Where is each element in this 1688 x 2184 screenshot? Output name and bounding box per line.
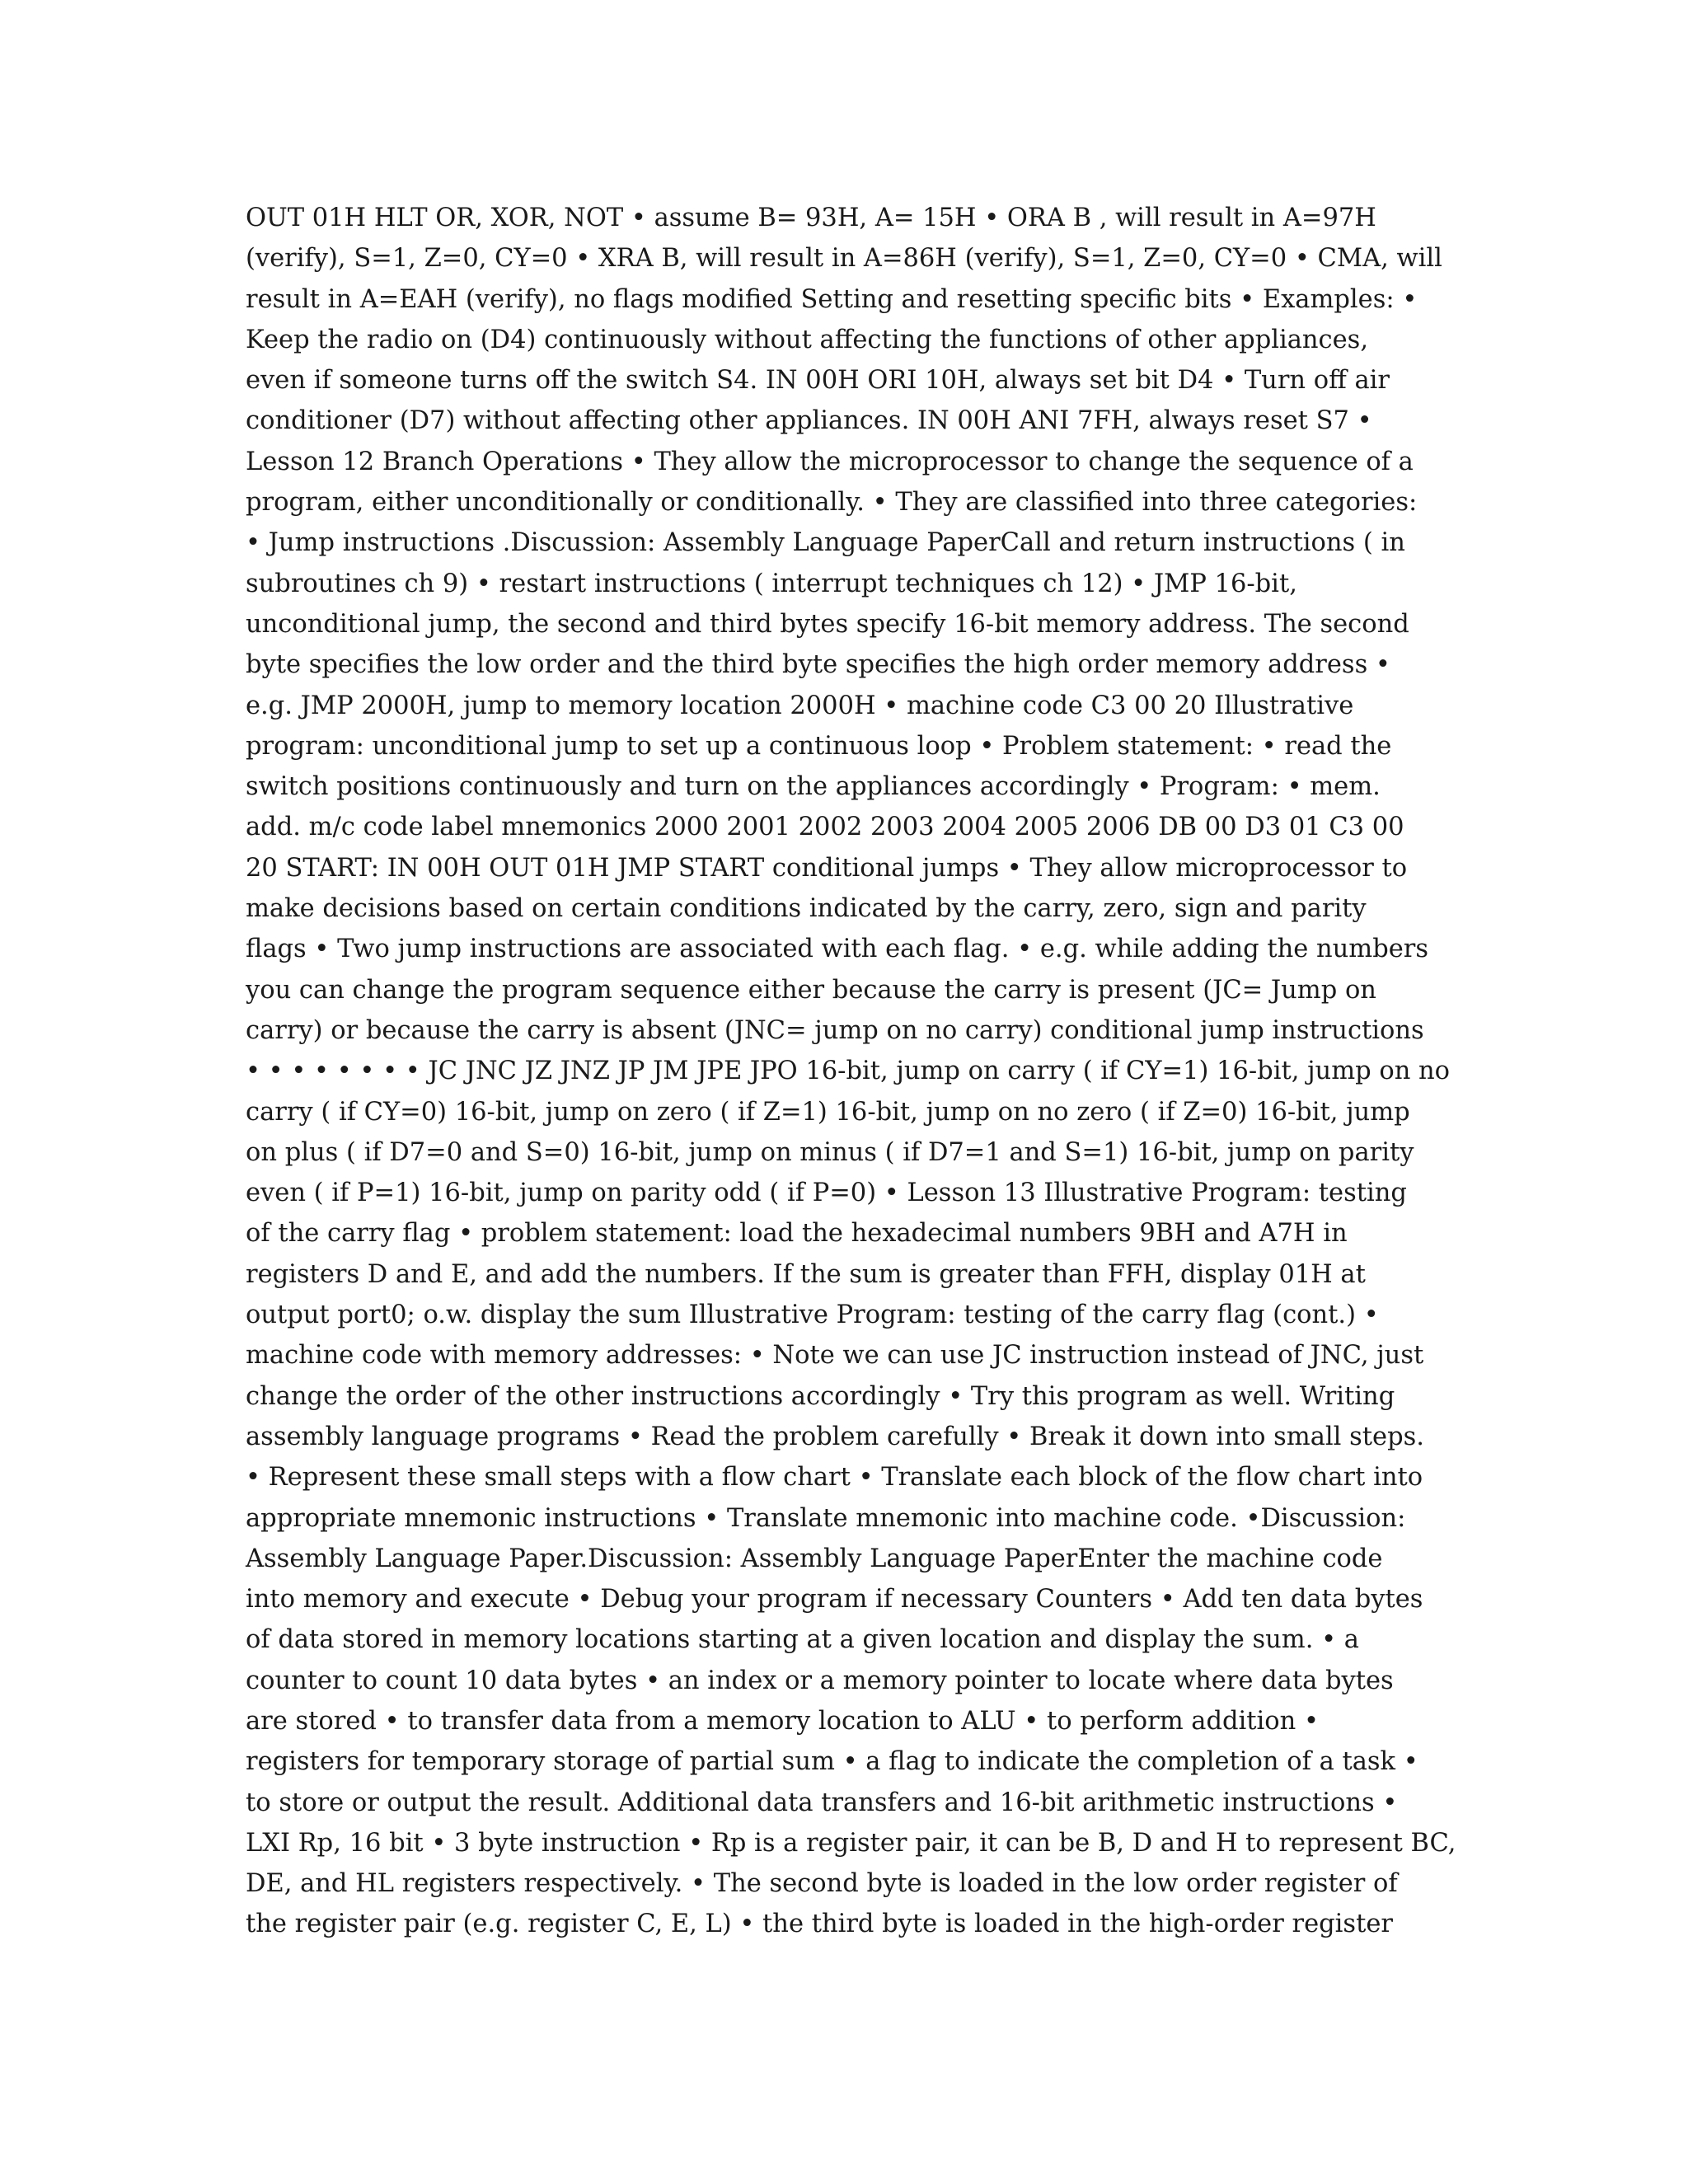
text-line: conditioner (D7) without affecting other appliances. IN 00H ANI 7FH, always reset S7 • — [246, 406, 1372, 436]
text-line: are stored • to transfer data from a memory location to ALU • to perform addition • — [246, 1706, 1319, 1736]
text-line: make decisions based on certain conditions indicated by the carry, zero, sign and parity — [246, 894, 1367, 924]
text-line: Assembly Language Paper.Discussion: Assembly Language PaperEnter the machine code — [246, 1544, 1383, 1573]
text-line: you can change the program sequence either because the carry is present (JC= Jump on — [246, 975, 1376, 1005]
text-line: registers for temporary storage of partial sum • a flag to indicate the completion of a task • — [246, 1747, 1418, 1777]
text-line: machine code with memory addresses: • Note we can use JC instruction instead of JNC, just — [246, 1341, 1424, 1371]
text-line: switch positions continuously and turn on the appliances accordingly • Program: • mem. — [246, 772, 1381, 802]
text-line: LXI Rp, 16 bit • 3 byte instruction • Rp is a register pair, it can be B, D and H to represent BC, — [246, 1828, 1456, 1858]
text-line: e.g. JMP 2000H, jump to memory location 2000H • machine code C3 00 20 Illustrative — [246, 691, 1354, 720]
text-line: result in A=EAH (verify), no flags modified Setting and resetting specific bits • Examples: • — [246, 284, 1418, 314]
text-line: counter to count 10 data bytes • an index or a memory pointer to locate where data bytes — [246, 1666, 1394, 1695]
text-line: the register pair (e.g. register C, E, L) • the third byte is loaded in the high-order register — [246, 1910, 1393, 1939]
text-line: 20 START: IN 00H OUT 01H JMP START conditional jumps • They allow microprocessor to — [246, 853, 1408, 883]
text-line: into memory and execute • Debug your program if necessary Counters • Add ten data bytes — [246, 1585, 1423, 1615]
text-line: Keep the radio on (D4) continuously without affecting the functions of other appliances, — [246, 325, 1369, 354]
text-line: of data stored in memory locations starting at a given location and display the sum. • a — [246, 1625, 1359, 1655]
text-line: • Represent these small steps with a flow chart • Translate each block of the flow chart into — [246, 1463, 1423, 1493]
text-line: OUT 01H HLT OR, XOR, NOT • assume B= 93H, A= 15H • ORA B , will result in A=97H — [246, 204, 1376, 232]
text-line: • Jump instructions .Discussion: Assembly Language PaperCall and return instructions ( in — [246, 528, 1405, 558]
text-line: add. m/c code label mnemonics 2000 2001 2002 2003 2004 2005 2006 DB 00 D3 01 C3 00 — [246, 813, 1404, 842]
text-line: (verify), S=1, Z=0, CY=0 • XRA B, will result in A=86H (verify), S=1, Z=0, CY=0 • CMA, will — [246, 244, 1442, 274]
text-line: unconditional jump, the second and third bytes specify 16-bit memory address. The second — [246, 609, 1409, 639]
text-line: assembly language programs • Read the problem carefully • Break it down into small steps. — [246, 1422, 1424, 1451]
text-line: appropriate mnemonic instructions • Translate mnemonic into machine code. •Discussion: — [246, 1503, 1406, 1533]
text-line: to store or output the result. Additional data transfers and 16-bit arithmetic instructions • — [246, 1788, 1398, 1817]
text-line: of the carry flag • problem statement: load the hexadecimal numbers 9BH and A7H in — [246, 1219, 1348, 1249]
text-line: byte specifies the low order and the third byte specifies the high order memory address • — [246, 650, 1390, 680]
text-line: subroutines ch 9) • restart instructions ( interrupt techniques ch 12) • JMP 16-bit, — [246, 569, 1297, 598]
text-line: on plus ( if D7=0 and S=0) 16-bit, jump on minus ( if D7=1 and S=1) 16-bit, jump on parity — [246, 1137, 1414, 1167]
text-line: flags • Two jump instructions are associated with each flag. • e.g. while adding the numbers — [246, 935, 1429, 964]
text-line: • • • • • • • • JC JNC JZ JNZ JP JM JPE JPO 16-bit, jump on carry ( if CY=1) 16-bit, jump on no — [246, 1057, 1451, 1086]
text-line: registers D and E, and add the numbers. If the sum is greater than FFH, display 01H at — [246, 1259, 1366, 1289]
body-paragraph — [246, 198, 1456, 1945]
text-line: program, either unconditionally or conditionally. • They are classified into three categories: — [246, 488, 1418, 518]
text-line: carry) or because the carry is absent (JNC= jump on no carry) conditional jump instructions — [246, 1015, 1424, 1045]
text-line: carry ( if CY=0) 16-bit, jump on zero ( if Z=1) 16-bit, jump on no zero ( if Z=0) 16-bit, jump — [246, 1097, 1410, 1127]
text-line: Lesson 12 Branch Operations • They allow the microprocessor to change the sequence of a — [246, 447, 1414, 476]
text-line: output port0; o.w. display the sum Illustrative Program: testing of the carry flag (cont.) • — [246, 1301, 1379, 1330]
text-line: even if someone turns off the switch S4. IN 00H ORI 10H, always set bit D4 • Turn off air — [246, 366, 1390, 396]
text-line: even ( if P=1) 16-bit, jump on parity odd ( if P=0) • Lesson 13 Illustrative Program: testing — [246, 1179, 1407, 1208]
text-line: change the order of the other instructions accordingly • Try this program as well. Writing — [246, 1381, 1395, 1411]
text-line: program: unconditional jump to set up a continuous loop • Problem statement: • read the — [246, 731, 1392, 761]
text-line: DE, and HL registers respectively. • The second byte is loaded in the low order register of — [246, 1869, 1398, 1899]
